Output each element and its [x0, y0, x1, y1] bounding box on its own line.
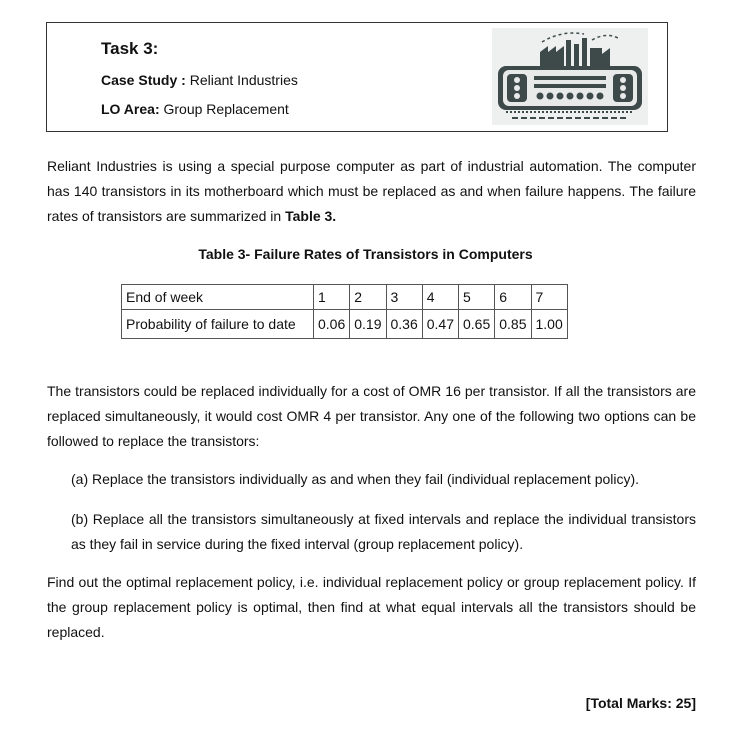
- probability-cell: 0.65: [459, 310, 495, 339]
- case-study-line: [101, 72, 298, 88]
- week-cell: 3: [386, 285, 422, 310]
- week-cell: 6: [495, 285, 531, 310]
- case-study-value: Reliant Industries: [189, 72, 298, 88]
- probability-row-label: Probability of failure to date: [122, 310, 314, 339]
- table-row: [122, 285, 568, 310]
- probability-cell: 1.00: [531, 310, 567, 339]
- probability-cell: 0.19: [350, 310, 386, 339]
- table-row: [122, 310, 568, 339]
- case-study-label: Case Study :: [101, 72, 186, 88]
- cost-paragraph: The transistors could be replaced individually for a cost of OMR 16 per transistor. If all the transistors are replaced simultaneously, it would cost OMR 4 per transistor. Any one of the following two options can be followed to replace the transistors:: [47, 383, 696, 449]
- task-header-box: [46, 22, 668, 132]
- week-cell: 1: [314, 285, 350, 310]
- lo-area-line: [101, 101, 289, 117]
- option-b: (b) Replace all the transistors simultaneously at fixed intervals and replace the individual transistors as they fail in service during the fixed interval (group replacement policy).: [71, 511, 696, 552]
- lo-area-label: LO Area:: [101, 101, 160, 117]
- table-caption: Table 3- Failure Rates of Transistors in Computers: [198, 246, 533, 262]
- option-a: (a) Replace the transistors individually as and when they fail (individual replacement policy).: [71, 471, 640, 487]
- computer-hardware-icon: [492, 28, 648, 125]
- week-cell: 5: [459, 285, 495, 310]
- probability-cell: 0.36: [386, 310, 422, 339]
- total-marks: [Total Marks: 25]: [585, 695, 696, 711]
- intro-text: Reliant Industries is using a special purpose computer as part of industrial automation. The computer has 140 transistors in its motherboard which must be replaced as and when failure happens. The failure rates of transistors are summarized in: [47, 158, 696, 224]
- task-title: Task 3:: [101, 39, 159, 58]
- table-reference: Table 3.: [285, 208, 337, 224]
- intro-paragraph: [47, 154, 696, 229]
- failure-rate-table: [121, 284, 568, 339]
- week-cell: 7: [531, 285, 567, 310]
- lo-area-value: Group Replacement: [163, 101, 289, 117]
- question-paragraph: Find out the optimal replacement policy, i.e. individual replacement policy or group replacement policy. If the group replacement policy is optimal, then find at what equal intervals all the transistors should be replaced.: [47, 574, 696, 640]
- probability-cell: 0.06: [314, 310, 350, 339]
- probability-cell: 0.85: [495, 310, 531, 339]
- week-cell: 4: [422, 285, 458, 310]
- week-row-label: End of week: [122, 285, 314, 310]
- week-cell: 2: [350, 285, 386, 310]
- probability-cell: 0.47: [422, 310, 458, 339]
